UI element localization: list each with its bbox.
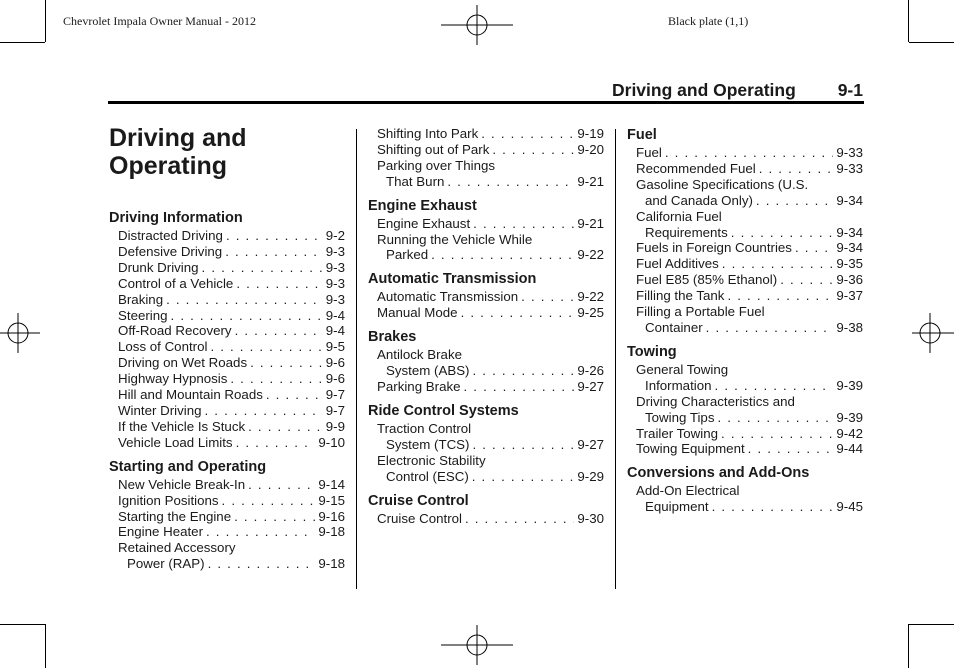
toc-entry-title: Distracted Driving	[118, 228, 223, 243]
toc-entry-title-line: General Towing	[636, 361, 729, 377]
toc-entry-page: 9-5	[325, 339, 345, 355]
header-rule	[108, 101, 864, 104]
toc-entry[interactable]	[627, 288, 863, 304]
dot-leader	[706, 320, 834, 336]
toc-entry-title: Requirements	[645, 224, 728, 240]
dot-leader	[236, 435, 316, 451]
toc-entry[interactable]	[109, 493, 345, 509]
column-divider	[615, 129, 616, 589]
dot-leader	[250, 355, 323, 371]
toc-entry-page: 9-4	[325, 323, 345, 339]
toc-entry-title: Fuel E85 (85% Ethanol)	[636, 272, 778, 288]
toc-entry-title: Container	[645, 319, 703, 335]
dot-leader	[472, 469, 575, 485]
toc-entry-page: 9-7	[325, 387, 345, 403]
dot-leader	[234, 509, 315, 525]
dot-leader	[748, 441, 834, 457]
toc-entry-page: 9-7	[325, 402, 345, 418]
toc-entry-page: 9-27	[577, 378, 604, 394]
registration-mark-icon	[441, 5, 513, 45]
toc-entry-title-line: Parking over Things	[377, 157, 496, 173]
toc-entry-title: That Burn	[386, 173, 445, 189]
toc-entry[interactable]	[109, 419, 345, 435]
column-divider	[356, 129, 357, 589]
dot-leader	[208, 556, 316, 572]
toc-entry-title: If the Vehicle Is Stuck	[118, 418, 246, 434]
toc-entry-page: 9-38	[836, 319, 863, 335]
toc-entry-title: Vehicle Load Limits	[118, 434, 233, 450]
toc-section	[368, 270, 604, 321]
toc-entry[interactable]	[368, 126, 604, 142]
toc-entry[interactable]	[368, 379, 604, 395]
toc-entry-page: 9-15	[318, 492, 345, 508]
toc-entry[interactable]	[109, 228, 345, 244]
toc-column-2	[368, 126, 604, 533]
dot-leader	[721, 426, 833, 442]
toc-section-heading[interactable]: Fuel	[627, 127, 657, 143]
toc-entry[interactable]	[368, 511, 604, 527]
toc-section-heading[interactable]: Engine Exhaust	[368, 197, 477, 214]
toc-entry-title: Towing Tips	[645, 409, 715, 425]
toc-entry[interactable]	[368, 216, 604, 232]
dot-leader	[248, 477, 315, 493]
toc-entry-page: 9-44	[836, 441, 863, 457]
toc-section-heading[interactable]: Conversions and Add-Ons	[627, 465, 810, 482]
dot-leader	[727, 288, 833, 304]
toc-entry-title: Winter Driving	[118, 402, 202, 418]
toc-entry-title: Drunk Driving	[118, 259, 199, 275]
toc-entry-page: 9-36	[836, 272, 863, 288]
toc-entry-page: 9-26	[577, 363, 604, 379]
crop-mark	[0, 42, 45, 43]
toc-entry-title: Fuel Additives	[636, 256, 719, 272]
toc-section-heading[interactable]: Automatic Transmission	[368, 271, 537, 288]
toc-entry-title: and Canada Only)	[645, 192, 753, 208]
toc-entry-page: 9-45	[836, 499, 863, 515]
toc-entry-page: 9-39	[836, 409, 863, 425]
dot-leader	[521, 289, 574, 305]
toc-entry[interactable]	[368, 453, 604, 485]
dot-leader	[780, 272, 833, 288]
toc-entry-title: Filling the Tank	[636, 288, 725, 304]
toc-entry-title: New Vehicle Break-In	[118, 476, 246, 492]
toc-section	[368, 492, 604, 527]
dot-leader	[206, 524, 315, 540]
toc-entry[interactable]	[627, 272, 863, 288]
toc-entry[interactable]	[109, 308, 345, 324]
toc-entry-title: Shifting out of Park	[377, 141, 490, 157]
toc-section	[368, 126, 604, 190]
toc-entry-title: Highway Hypnosis	[118, 371, 228, 387]
dot-leader	[248, 419, 323, 435]
toc-entry-page: 9-20	[577, 141, 604, 157]
toc-section-heading[interactable]: Cruise Control	[368, 492, 469, 509]
toc-entry-title: Fuel	[636, 145, 662, 160]
toc-entry[interactable]	[368, 158, 604, 190]
toc-entry[interactable]	[109, 524, 345, 540]
toc-entry-title-line: Electronic Stability	[377, 452, 486, 468]
dot-leader	[431, 247, 574, 263]
toc-entry-page: 9-37	[836, 288, 863, 304]
toc-entry-title-line: Filling a Portable Fuel	[636, 304, 765, 320]
toc-entry-title: Loss of Control	[118, 339, 208, 355]
toc-entry-title-line: Retained Accessory	[118, 540, 236, 556]
toc-entry-page: 9-22	[577, 247, 604, 263]
dot-leader	[465, 511, 574, 527]
crop-mark	[45, 624, 46, 668]
dot-leader	[722, 256, 834, 272]
toc-entry-title: Recommended Fuel	[636, 160, 756, 176]
toc-entry-title: Equipment	[645, 499, 709, 515]
toc-entry-page: 9-30	[577, 510, 604, 526]
toc-entry[interactable]	[368, 289, 604, 305]
registration-mark-icon	[912, 313, 954, 353]
toc-entry[interactable]	[368, 142, 604, 158]
crop-mark	[908, 0, 909, 42]
toc-entry-page: 9-6	[325, 355, 345, 371]
toc-section	[627, 343, 863, 457]
toc-entry[interactable]	[109, 276, 345, 292]
dot-leader	[461, 305, 575, 321]
toc-entry-page: 9-10	[318, 434, 345, 450]
running-header-page-number: 9-1	[837, 80, 863, 100]
toc-entry-page: 9-3	[325, 243, 345, 259]
registration-mark-icon	[0, 313, 40, 353]
toc-entry[interactable]	[627, 145, 863, 161]
toc-entry-title: Ignition Positions	[118, 492, 219, 508]
registration-mark-icon	[441, 625, 513, 665]
toc-entry-title: Control (ESC)	[386, 468, 469, 484]
toc-entry[interactable]	[368, 421, 604, 453]
dot-leader	[171, 308, 323, 324]
toc-entry-page: 9-21	[577, 215, 604, 231]
toc-entry[interactable]	[109, 323, 345, 339]
toc-entry[interactable]	[627, 304, 863, 336]
toc-entry-page: 9-22	[577, 289, 604, 305]
dot-leader	[795, 240, 833, 256]
running-header-title: Driving and Operating	[612, 80, 796, 100]
toc-entry-title: Steering	[118, 307, 168, 323]
toc-entry-title: Parked	[386, 247, 429, 263]
crop-mark	[909, 624, 954, 625]
dot-leader	[473, 216, 574, 232]
dot-leader	[202, 260, 323, 276]
toc-entry-title-line: Antilock Brake	[377, 347, 462, 363]
toc-column-3	[627, 126, 863, 522]
toc-entry[interactable]	[109, 403, 345, 419]
toc-entry-page: 9-16	[318, 508, 345, 524]
toc-entry[interactable]	[368, 232, 604, 264]
toc-entry[interactable]	[627, 240, 863, 256]
toc-entry-page: 9-35	[836, 256, 863, 272]
toc-entry-title: Defensive Driving	[118, 243, 223, 259]
toc-entry-page: 9-3	[325, 275, 345, 291]
dot-leader	[759, 161, 834, 177]
dot-leader	[715, 378, 834, 394]
toc-section-heading[interactable]: Driving Information	[109, 210, 243, 226]
dot-leader	[235, 323, 323, 339]
dot-leader	[226, 228, 323, 244]
toc-entry[interactable]	[109, 387, 345, 403]
toc-entry-page: 9-6	[325, 371, 345, 387]
toc-entry[interactable]	[627, 209, 863, 241]
toc-section	[368, 402, 604, 485]
toc-entry-page: 9-14	[318, 476, 345, 492]
plate-label-right: Black plate (1,1)	[668, 14, 749, 28]
toc-entry-title: Parking Brake	[377, 378, 461, 394]
toc-entry-page: 9-34	[836, 240, 863, 256]
toc-entry-title-line: Traction Control	[377, 420, 472, 436]
toc-entry-page: 9-3	[325, 259, 345, 275]
toc-entry[interactable]	[109, 435, 345, 451]
toc-entry-title: Off-Road Recovery	[118, 323, 232, 339]
dot-leader	[481, 126, 574, 142]
toc-entry-page: 9-39	[836, 377, 863, 393]
toc-entry-title: Automatic Transmission	[377, 289, 519, 305]
dot-leader	[756, 193, 833, 209]
toc-entry-page: 9-27	[577, 436, 604, 452]
toc-entry-page: 9-9	[325, 418, 345, 434]
toc-column-1	[109, 209, 345, 579]
toc-entry[interactable]	[627, 177, 863, 209]
toc-entry-page: 9-42	[836, 425, 863, 441]
toc-entry-page: 9-4	[325, 307, 345, 323]
toc-entry[interactable]	[627, 256, 863, 272]
dot-leader	[166, 292, 323, 308]
toc-entry-title-line: Running the Vehicle While	[377, 231, 533, 247]
dot-leader	[447, 174, 574, 190]
toc-entry[interactable]	[109, 244, 345, 260]
toc-section-heading[interactable]: Ride Control Systems	[368, 402, 519, 419]
toc-entry-title-line: Driving Characteristics and	[636, 393, 795, 409]
toc-entry-title: Driving on Wet Roads	[118, 355, 248, 371]
dot-leader	[717, 410, 833, 426]
toc-entry-title: Power (RAP)	[127, 556, 205, 572]
dot-leader	[665, 145, 834, 161]
toc-section	[109, 458, 345, 572]
dot-leader	[473, 363, 575, 379]
toc-entry[interactable]	[109, 339, 345, 355]
toc-entry-title: Engine Exhaust	[377, 215, 471, 231]
toc-entry[interactable]	[109, 540, 345, 572]
toc-entry[interactable]	[109, 509, 345, 525]
toc-entry[interactable]	[627, 161, 863, 177]
toc-entry[interactable]	[109, 371, 345, 387]
dot-leader	[225, 244, 323, 260]
dot-leader	[205, 403, 323, 419]
dot-leader	[712, 499, 834, 515]
toc-entry-page: 9-34	[836, 224, 863, 240]
toc-entry[interactable]	[109, 260, 345, 276]
toc-entry[interactable]	[109, 477, 345, 493]
toc-entry[interactable]	[109, 292, 345, 308]
dot-leader	[266, 387, 323, 403]
toc-entry-title: Manual Mode	[377, 305, 458, 321]
toc-entry-page: 9-34	[836, 192, 863, 208]
toc-entry-title-line: Add-On Electrical	[636, 483, 740, 499]
toc-section-heading[interactable]: Towing	[627, 343, 677, 360]
dot-leader	[492, 142, 574, 158]
crop-mark	[908, 624, 909, 668]
toc-entry-page: 9-33	[836, 145, 863, 160]
toc-entry[interactable]	[109, 355, 345, 371]
toc-section	[109, 209, 345, 451]
toc-entry-title: Hill and Mountain Roads	[118, 387, 263, 403]
dot-leader	[464, 379, 575, 395]
toc-section-heading[interactable]: Starting and Operating	[109, 458, 267, 475]
toc-entry-title: Control of a Vehicle	[118, 275, 234, 291]
toc-entry-title: Information	[645, 377, 712, 393]
toc-entry-title: System (TCS)	[386, 436, 470, 452]
toc-entry-title: Starting the Engine	[118, 508, 232, 524]
toc-entry[interactable]	[627, 362, 863, 394]
dot-leader	[210, 339, 322, 355]
toc-section	[368, 328, 604, 395]
dot-leader	[472, 437, 574, 453]
toc-entry[interactable]	[627, 483, 863, 515]
toc-entry-page: 9-3	[325, 291, 345, 307]
toc-entry-title: Fuels in Foreign Countries	[636, 240, 792, 256]
toc-entry-page: 9-18	[318, 524, 345, 540]
toc-entry-title: Braking	[118, 291, 164, 307]
toc-entry[interactable]	[627, 394, 863, 426]
crop-mark	[45, 0, 46, 42]
crop-mark	[909, 42, 954, 43]
toc-section	[368, 197, 604, 264]
toc-entry-page: 9-18	[318, 556, 345, 572]
toc-entry-title-line: Gasoline Specifications (U.S.	[636, 176, 809, 192]
toc-entry[interactable]	[368, 347, 604, 379]
toc-entry-title: Shifting Into Park	[377, 126, 479, 141]
toc-entry-title: System (ABS)	[386, 363, 470, 379]
toc-entry-page: 9-25	[577, 305, 604, 321]
plate-label-left: Chevrolet Impala Owner Manual - 2012	[63, 14, 256, 28]
dot-leader	[230, 371, 322, 387]
chapter-title: Driving and Operating	[109, 124, 247, 180]
toc-section-heading[interactable]: Brakes	[368, 329, 417, 346]
toc-entry[interactable]	[627, 426, 863, 442]
toc-section	[627, 126, 863, 336]
toc-entry-title: Towing Equipment	[636, 441, 745, 457]
toc-entry-page: 9-29	[577, 468, 604, 484]
dot-leader	[731, 225, 834, 241]
toc-entry-title-line: California Fuel	[636, 208, 722, 224]
dot-leader	[222, 493, 316, 509]
toc-entry[interactable]	[627, 441, 863, 457]
crop-mark	[0, 624, 45, 625]
toc-section	[627, 464, 863, 515]
toc-entry-title: Cruise Control	[377, 510, 462, 526]
toc-entry-title: Trailer Towing	[636, 425, 719, 441]
toc-entry-page: 9-21	[577, 173, 604, 189]
toc-entry-page: 9-19	[577, 126, 604, 141]
toc-entry[interactable]	[368, 305, 604, 321]
toc-entry-page: 9-33	[836, 160, 863, 176]
toc-entry-title: Engine Heater	[118, 524, 204, 540]
dot-leader	[236, 276, 322, 292]
toc-entry-page: 9-2	[325, 228, 345, 243]
